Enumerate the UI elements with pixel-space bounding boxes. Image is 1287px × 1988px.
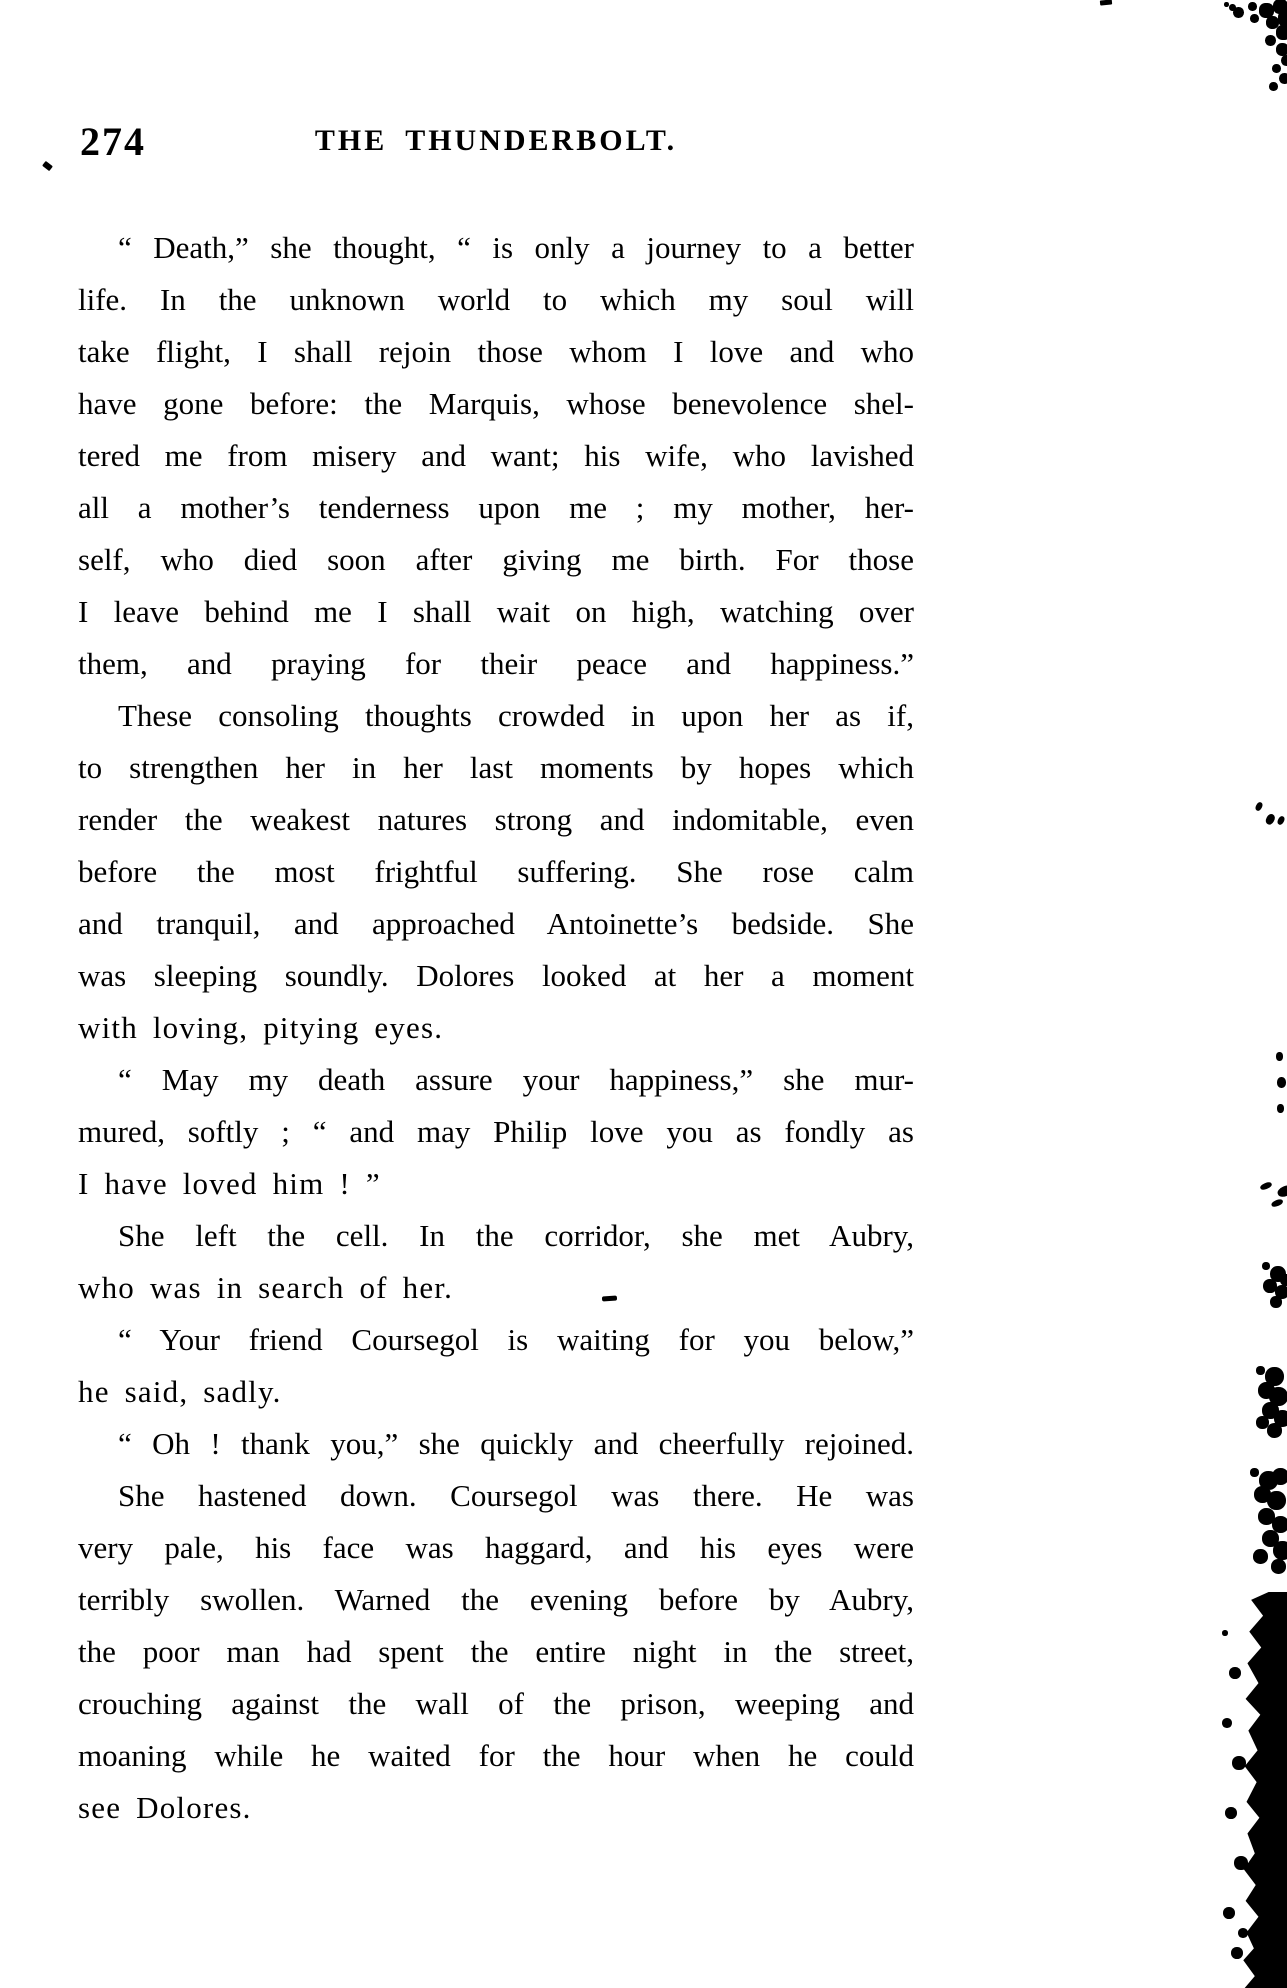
text-line: mured, softly ; “ and may Philip love you as fondly as [78, 1114, 914, 1149]
text-line: I leave behind me I shall wait on high, watching over [78, 594, 914, 629]
text-line: and tranquil, and approached Antoinette’s bedside. She [78, 906, 914, 941]
text-line: them, and praying for their peace and happiness.” [78, 646, 914, 681]
stray-dash-mark [602, 1295, 617, 1301]
ink-smudge-top-right [1224, 2, 1229, 7]
ink-speck-top-edge [1100, 0, 1112, 6]
text-line: he said, sadly. [78, 1374, 282, 1409]
paragraph [78, 222, 914, 690]
page-header [78, 116, 914, 168]
ink-smudge-bottom-right-band [1241, 1592, 1287, 1988]
text-line: crouching against the wall of the prison, weeping and [78, 1686, 914, 1721]
page-number: 274 [80, 119, 146, 164]
ink-smudge-bottom-right-specks [1222, 1630, 1228, 1636]
paragraph [78, 1470, 914, 1834]
ink-smudge-right-margin-4 [1262, 1262, 1270, 1270]
text-line: self, who died soon after giving me birth. For those [78, 542, 914, 577]
ink-smudge-right-margin-5 [1256, 1366, 1265, 1375]
paragraph [78, 1314, 914, 1418]
text-line: These consoling thoughts crowded in upon her as if, [118, 698, 914, 733]
ink-speck-left-margin [42, 161, 53, 171]
text-line: to strengthen her in her last moments by hopes which [78, 750, 914, 785]
text-line: “ Your friend Coursegol is waiting for you below,” [118, 1322, 914, 1357]
text-line: all a mother’s tenderness upon me ; my mother, her- [78, 490, 914, 525]
ink-smudge-right-margin-6 [1250, 1468, 1259, 1477]
running-title: THE THUNDERBOLT. [314, 124, 678, 157]
text-line: She hastened down. Coursegol was there. He was [118, 1478, 914, 1513]
text-line: before the most frightful suffering. She rose calm [78, 854, 914, 889]
text-line: She left the cell. In the corridor, she met Aubry, [118, 1218, 914, 1253]
text-line: life. In the unknown world to which my soul will [78, 282, 914, 317]
paragraph [78, 690, 914, 1054]
text-line: see Dolores. [78, 1790, 252, 1825]
text-line: very pale, his face was haggard, and his eyes were [78, 1530, 914, 1565]
text-line: “ Oh ! thank you,” she quickly and cheerfully rejoined. [118, 1426, 914, 1461]
paragraph [78, 1054, 914, 1210]
paragraph [78, 1210, 914, 1314]
ink-smudge-right-margin-1 [1254, 801, 1264, 812]
text-line: take flight, I shall rejoin those whom I love and who [78, 334, 914, 369]
text-line: terribly swollen. Warned the evening before by Aubry, [78, 1582, 914, 1617]
page-body [78, 222, 914, 1834]
text-line: I have loved him ! ” [78, 1166, 381, 1201]
ink-smudge-right-margin-3 [1259, 1181, 1272, 1191]
text-line: with loving, pitying eyes. [78, 1010, 444, 1045]
paragraph [78, 1418, 914, 1470]
ink-smudge-right-margin-2 [1276, 1052, 1283, 1061]
text-line: have gone before: the Marquis, whose benevolence shel- [78, 386, 914, 421]
text-line: “ Death,” she thought, “ is only a journey to a better [118, 230, 914, 265]
text-line: “ May my death assure your happiness,” she mur- [118, 1062, 914, 1097]
text-line: who was in search of her. [78, 1270, 454, 1305]
text-line: the poor man had spent the entire night in the street, [78, 1634, 914, 1669]
text-line: tered me from misery and want; his wife, who lavished [78, 438, 914, 473]
text-line: was sleeping soundly. Dolores looked at her a moment [78, 958, 914, 993]
text-line: render the weakest natures strong and indomitable, even [78, 802, 914, 837]
text-line: moaning while he waited for the hour when he could [78, 1738, 914, 1773]
